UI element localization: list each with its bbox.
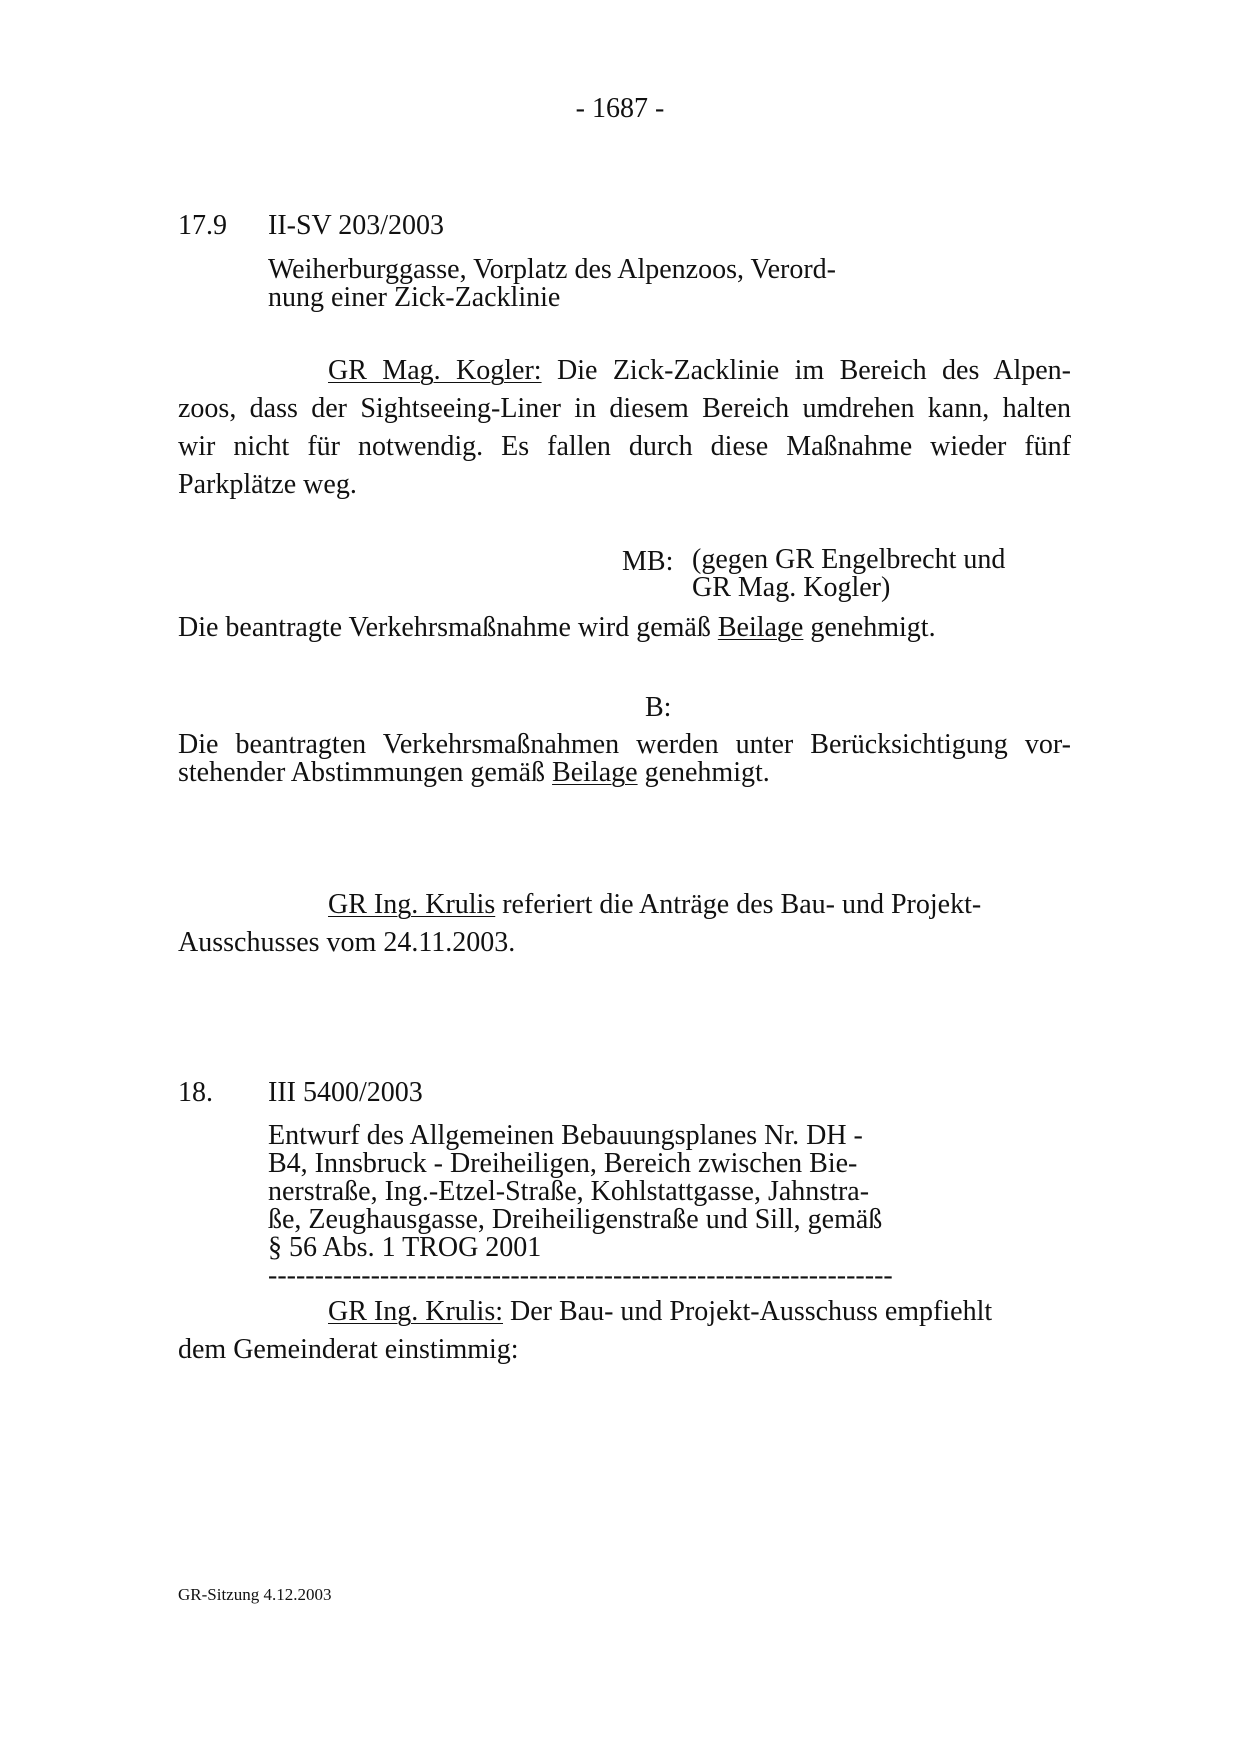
mb-resolution <box>178 612 936 644</box>
referral-text: referiert die Anträge des Bau- und Projekt- <box>495 889 982 920</box>
item-title <box>268 1122 918 1290</box>
item-reference: II-SV 203/2003 <box>268 210 445 241</box>
item-title-line: nung einer Zick-Zacklinie <box>268 282 561 313</box>
speaker-name: GR Ing. Krulis <box>328 889 496 920</box>
item-title-line: nerstraße, Ing.-Etzel-Straße, Kohlstattgasse, Jahnstra- <box>268 1176 870 1207</box>
mb-resolution-text: genehmigt. <box>803 612 936 643</box>
statement-line: zoos, dass der Sightseeing-Liner in diesem Bereich umdrehen kann, halten <box>178 393 1071 424</box>
item-title-line: Weiherburggasse, Vorplatz des Alpenzoos, Verord- <box>268 254 836 285</box>
item-number: 17.9 <box>178 210 227 241</box>
item-title-line: ße, Zeughausgasse, Dreiheiligenstraße und Sill, gemäß <box>268 1204 883 1235</box>
statement-text: Die Zick-Zacklinie im Bereich des Alpen- <box>541 355 1071 386</box>
recommendation-text: Der Bau- und Projekt-Ausschuss empfiehlt <box>503 1296 993 1327</box>
beilage-link[interactable]: Beilage <box>552 757 638 788</box>
referral-paragraph <box>178 886 981 962</box>
item-reference: III 5400/2003 <box>268 1077 423 1108</box>
item-title-line: Entwurf des Allgemeinen Bebauungsplanes Nr. DH - <box>268 1120 863 1151</box>
page-number: - 1687 - <box>575 93 665 124</box>
mb-resolution-text: Die beantragte Verkehrsmaßnahme wird gemäß <box>178 612 718 643</box>
statement-line <box>178 352 1071 390</box>
recommendation-line: dem Gemeinderat einstimmig: <box>178 1334 519 1365</box>
item-title-line: § 56 Abs. 1 TROG 2001 <box>268 1232 542 1263</box>
b-resolution-text: genehmigt. <box>637 757 770 788</box>
speaker-name: GR Ing. Krulis: <box>328 1296 503 1327</box>
item-title-line: B4, Innsbruck - Dreiheiligen, Bereich zwischen Bie- <box>268 1148 858 1179</box>
mb-label: MB: <box>622 546 674 577</box>
mb-note-line: GR Mag. Kogler) <box>692 572 891 603</box>
referral-line <box>178 886 981 924</box>
b-resolution <box>178 731 1071 787</box>
mb-note-line: (gegen GR Engelbrecht und <box>692 544 1006 575</box>
b-resolution-text: stehender Abstimmungen gemäß <box>178 757 553 788</box>
b-resolution-line: Die beantragten Verkehrsmaßnahmen werden unter Berücksichtigung vor- <box>178 729 1071 760</box>
item-title <box>268 256 836 312</box>
referral-line: Ausschusses vom 24.11.2003. <box>178 927 516 958</box>
statement-paragraph <box>178 352 1071 504</box>
beilage-link[interactable]: Beilage <box>717 612 804 643</box>
item-number: 18. <box>178 1077 213 1108</box>
statement-line: Parkplätze weg. <box>178 469 357 500</box>
b-resolution-line <box>178 759 1071 787</box>
speaker-name: GR Mag. Kogler: <box>328 355 542 386</box>
footer-session-date: GR-Sitzung 4.12.2003 <box>178 1585 332 1604</box>
statement-line: wir nicht für notwendig. Es fallen durch diese Maßnahme wieder fünf <box>178 431 1071 462</box>
separator-line: ------------------------------------------------------------------- <box>268 1262 893 1290</box>
mb-note <box>692 546 1005 602</box>
recommendation-paragraph <box>178 1293 992 1369</box>
b-label: B: <box>645 692 672 723</box>
recommendation-line <box>178 1293 992 1331</box>
